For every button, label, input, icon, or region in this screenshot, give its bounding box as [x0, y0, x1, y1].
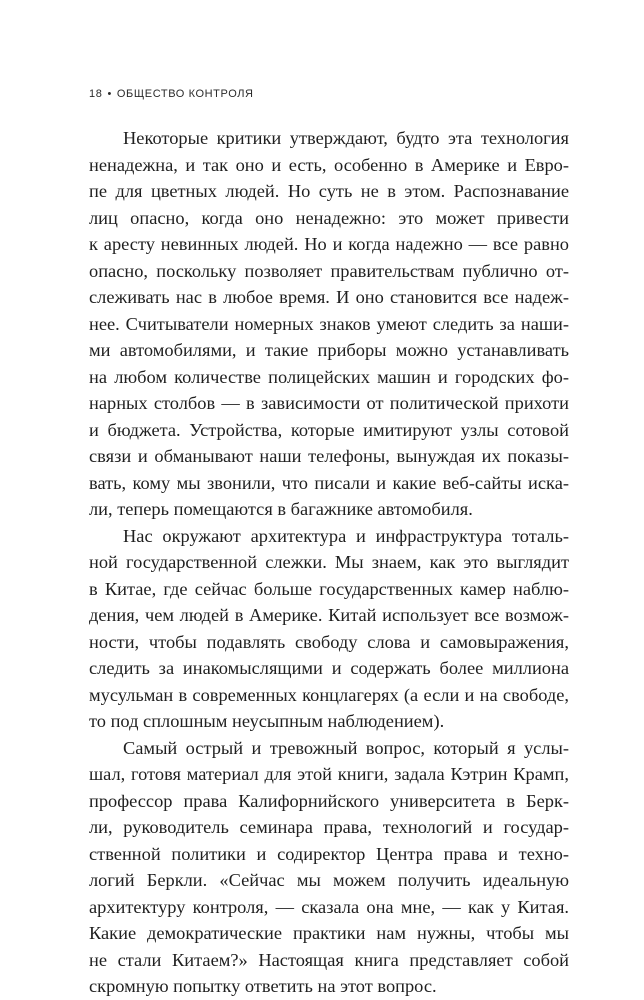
- text-line: нарных столбов — в зависимости от политической прихоти: [89, 393, 569, 413]
- text-line: пе для цветных людей. Но суть не в этом. Распознавание: [89, 181, 569, 201]
- page-number: 18: [89, 88, 103, 100]
- text-line: ственной политики и содиректор Центра права и техно-: [89, 843, 569, 864]
- text-line: слеживать нас в любое время. И оно становится все надеж-: [89, 287, 569, 307]
- text-line: ли, руководитель семинара права, технологий и государ-: [89, 817, 569, 837]
- paragraph: [89, 523, 569, 735]
- text-line: Некоторые критики утверждают, будто эта технология: [123, 128, 569, 148]
- text-line: Самый острый и тревожный вопрос, который я услы-: [123, 737, 569, 758]
- chapter-title: ОБЩЕСТВО КОНТРОЛЯ: [116, 88, 254, 100]
- text-line: в Китае, где сейчас больше государственных камер наблю-: [89, 578, 569, 599]
- text-line: лиц опасно, когда оно ненадежно: это может привести: [89, 207, 569, 228]
- text-line: к аресту невинных людей. Но и когда надежно — все равно: [89, 234, 569, 254]
- text-line: Какие демократические практики нам нужны, чтобы мы: [89, 923, 569, 943]
- text-line: мусульман в современных концлагерях (а если и на свободе,: [89, 684, 569, 705]
- text-line: следить за инакомыслящими и содержать более миллиона: [89, 658, 569, 678]
- text-line: связи и обманывают наши телефоны, вынуждая их показы-: [89, 446, 569, 466]
- text-line: профессор права Калифорнийского университета в Берк-: [89, 790, 569, 811]
- header-bullet: •: [107, 88, 112, 100]
- body-text: [89, 125, 569, 1000]
- text-line: скромную попытку ответить на этот вопрос.: [89, 976, 437, 996]
- paragraph: [89, 125, 569, 523]
- text-line: архитектуру контроля, — сказала она мне, — как у Китая.: [89, 896, 569, 917]
- running-header: [89, 87, 254, 101]
- text-line: ности, чтобы подавлять свободу слова и самовыражения,: [89, 631, 569, 652]
- text-line: шал, готовя материал для этой книги, задала Кэтрин Крамп,: [89, 764, 569, 784]
- text-line: Нас окружают архитектура и инфраструктура тоталь-: [123, 525, 569, 546]
- text-line: на любом количестве полицейских машин и городских фо-: [89, 366, 569, 387]
- text-line: опасно, поскольку позволяет правительствам публично от-: [89, 260, 569, 281]
- text-line: не стали Китаем?» Настоящая книга представляет собой: [89, 949, 569, 970]
- text-line: нее. Считыватели номерных знаков умеют следить за наши-: [89, 313, 569, 334]
- text-line: ной государственной слежки. Мы знаем, как это выглядит: [89, 552, 569, 572]
- text-line: ми автомобилями, и такие приборы можно устанавливать: [89, 340, 569, 360]
- text-line: дения, чем людей в Америке. Китай использует все возмож-: [89, 605, 569, 625]
- paragraph: [89, 735, 569, 1000]
- text-line: то под сплошным неусыпным наблюдением).: [89, 711, 445, 731]
- text-line: ненадежна, и так оно и есть, особенно в Америке и Евро-: [89, 154, 569, 175]
- text-line: ли, теперь помещаются в багажнике автомобиля.: [89, 499, 473, 519]
- text-line: вать, кому мы звонили, что писали и какие веб-сайты иска-: [89, 472, 569, 493]
- text-line: логий Беркли. «Сейчас мы можем получить идеальную: [89, 870, 569, 890]
- text-line: и бюджета. Устройства, которые имитируют узлы сотовой: [89, 419, 569, 440]
